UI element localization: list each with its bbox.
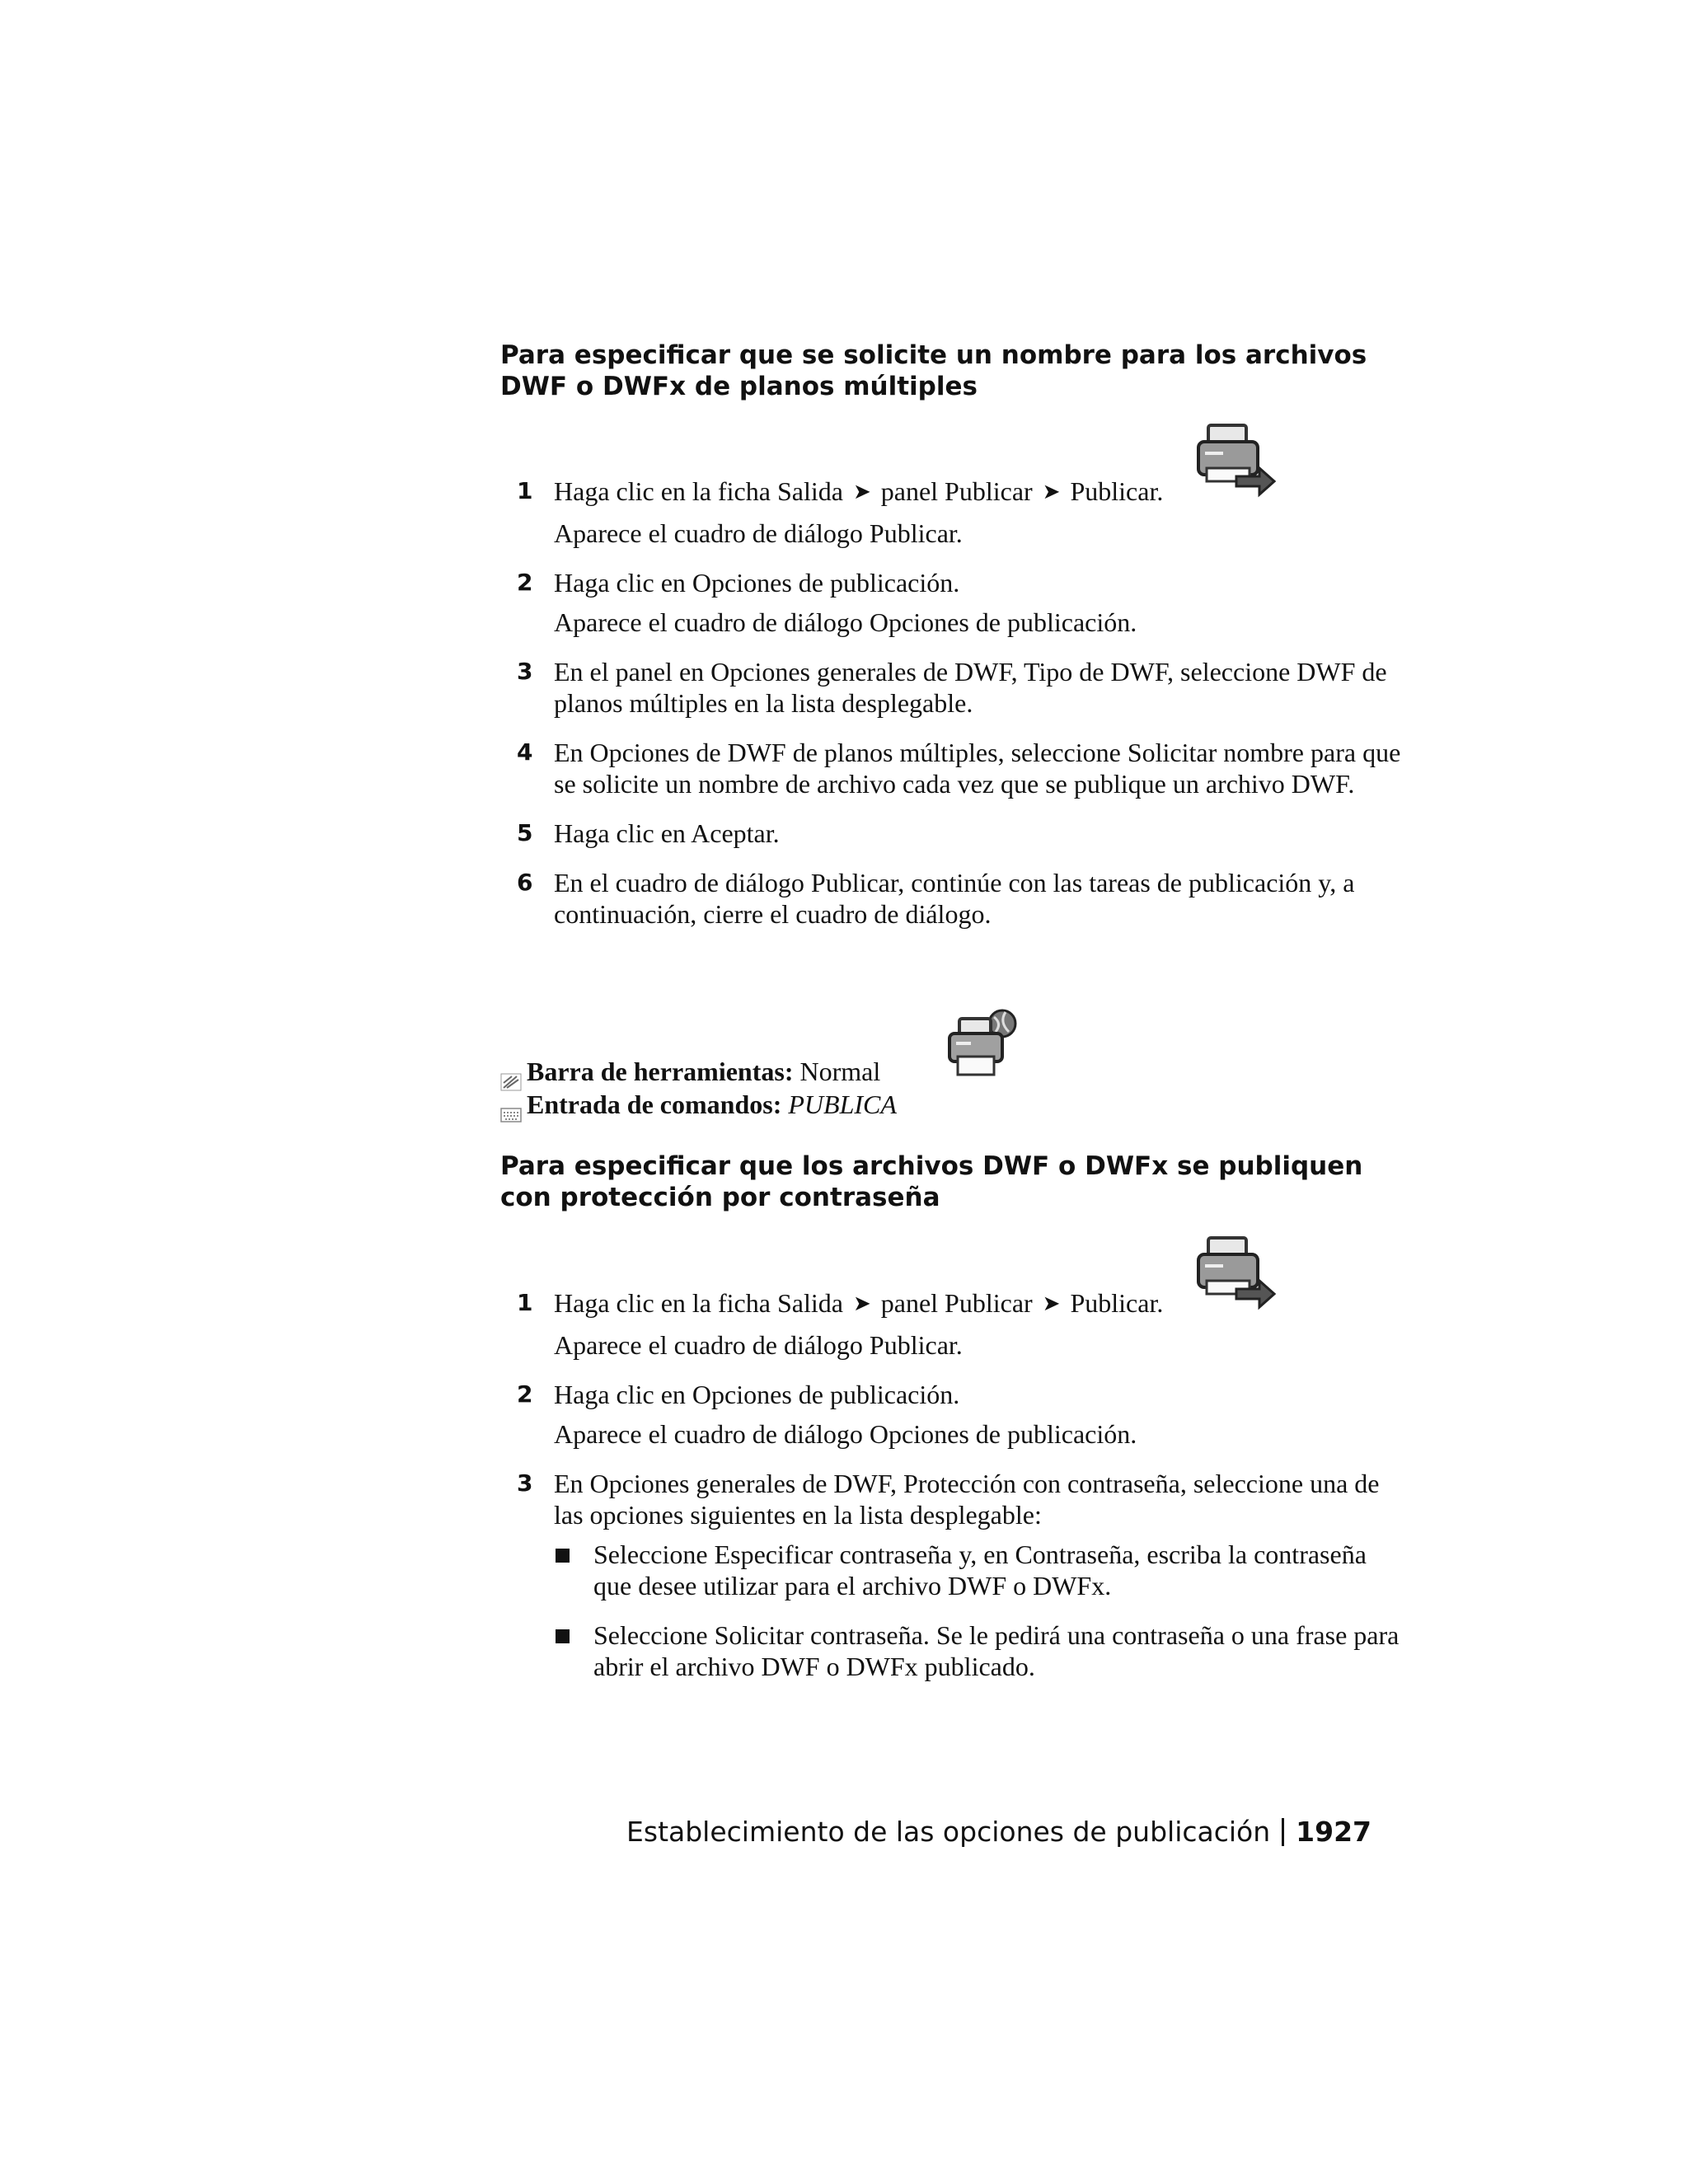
arrow-right-icon: ➤ (1042, 480, 1061, 504)
bullet-text: Seleccione Solicitar contraseña. Se le pedirá una contraseña o una frase para abrir el archivo DWF o DWFx publicado. (593, 1620, 1400, 1681)
steps-list-multisheet (500, 476, 1407, 948)
step-text: Haga clic en Opciones de publicación. (554, 568, 960, 598)
arrow-right-icon: ➤ (852, 480, 871, 504)
command-reference (500, 1088, 897, 1121)
footer-title: Establecimiento de las opciones de publicación (626, 1816, 1271, 1848)
command-value: PUBLICA (788, 1090, 897, 1119)
step-number: 3 (517, 658, 533, 685)
bullet-item (554, 1539, 1407, 1601)
step-number: 5 (517, 819, 533, 846)
step-2 (500, 1379, 1407, 1450)
toolbar-value: Normal (799, 1057, 881, 1086)
command-label: Entrada de comandos: (527, 1090, 782, 1119)
bullet-square-icon (556, 1629, 570, 1643)
toolbar-reference (500, 1055, 880, 1088)
step-result: Aparece el cuadro de diálogo Opciones de publicación. (554, 607, 1137, 637)
step-text: En Opciones de DWF de planos múltiples, seleccione Solicitar nombre para que se solicite un nombre de archivo cada vez que se publique un archivo DWF. (554, 738, 1401, 799)
bullet-square-icon (556, 1549, 570, 1563)
step-3 (500, 1468, 1407, 1682)
bullet-list (554, 1539, 1407, 1682)
step-number: 4 (517, 738, 533, 766)
step-text: En el panel en Opciones generales de DWF, Tipo de DWF, seleccione DWF de planos múltiples en la lista desplegable. (554, 657, 1387, 718)
section-heading-password: Para especificar que los archivos DWF o DWFx se publiquen con protección por contraseña (500, 1151, 1363, 1212)
step-text: Haga clic en Aceptar. (554, 818, 780, 848)
step-number: 2 (517, 1380, 533, 1408)
step-text: Haga clic en Opciones de publicación. (554, 1380, 960, 1409)
step-result: Aparece el cuadro de diálogo Opciones de publicación. (554, 1419, 1137, 1449)
arrow-right-icon: ➤ (852, 1291, 871, 1315)
step-number: 3 (517, 1469, 533, 1497)
page-number: 1927 (1296, 1816, 1372, 1848)
toolbar-icon (500, 1066, 522, 1084)
step-text-part-panel: panel Publicar (880, 476, 1033, 506)
arrow-right-icon: ➤ (1042, 1291, 1061, 1315)
step-text-part-command: Publicar. (1070, 476, 1164, 506)
step-1 (500, 1287, 1407, 1361)
step-number: 1 (517, 1289, 533, 1316)
bullet-text: Seleccione Especificar contraseña y, en Contraseña, escriba la contraseña que desee utilizar para el archivo DWF o DWFx. (593, 1540, 1367, 1601)
step-2 (500, 567, 1407, 638)
step-text-part-ribbon-tab: Haga clic en la ficha Salida (554, 1288, 843, 1318)
page-footer (626, 1816, 1372, 1848)
step-result: Aparece el cuadro de diálogo Publicar. (554, 1330, 963, 1360)
step-number: 6 (517, 869, 533, 896)
step-number: 1 (517, 477, 533, 504)
footer-divider (1282, 1818, 1284, 1846)
bullet-item (554, 1619, 1407, 1682)
step-number: 2 (517, 569, 533, 596)
step-text-part-ribbon-tab: Haga clic en la ficha Salida (554, 476, 843, 506)
step-5 (500, 818, 1407, 849)
step-result: Aparece el cuadro de diálogo Publicar. (554, 518, 963, 548)
toolbar-label: Barra de herramientas: (527, 1057, 794, 1086)
keyboard-icon (500, 1099, 522, 1117)
step-text: En el cuadro de diálogo Publicar, continúe con las tareas de publicación y, a continuación, cierre el cuadro de diálogo. (554, 868, 1355, 929)
step-text-part-command: Publicar. (1070, 1288, 1164, 1318)
section-heading-multisheet-name: Para especificar que se solicite un nombre para los archivos DWF o DWFx de planos múltiples (500, 340, 1367, 401)
publish-toolbar-icon (946, 1007, 1020, 1081)
step-6 (500, 867, 1407, 930)
step-1 (500, 476, 1407, 549)
step-text-part-panel: panel Publicar (880, 1288, 1033, 1318)
step-4 (500, 737, 1407, 799)
step-text: En Opciones generales de DWF, Protección con contraseña, seleccione una de las opciones siguientes en la lista desplegable: (554, 1469, 1380, 1530)
steps-list-password (500, 1287, 1407, 1700)
step-3 (500, 656, 1407, 719)
